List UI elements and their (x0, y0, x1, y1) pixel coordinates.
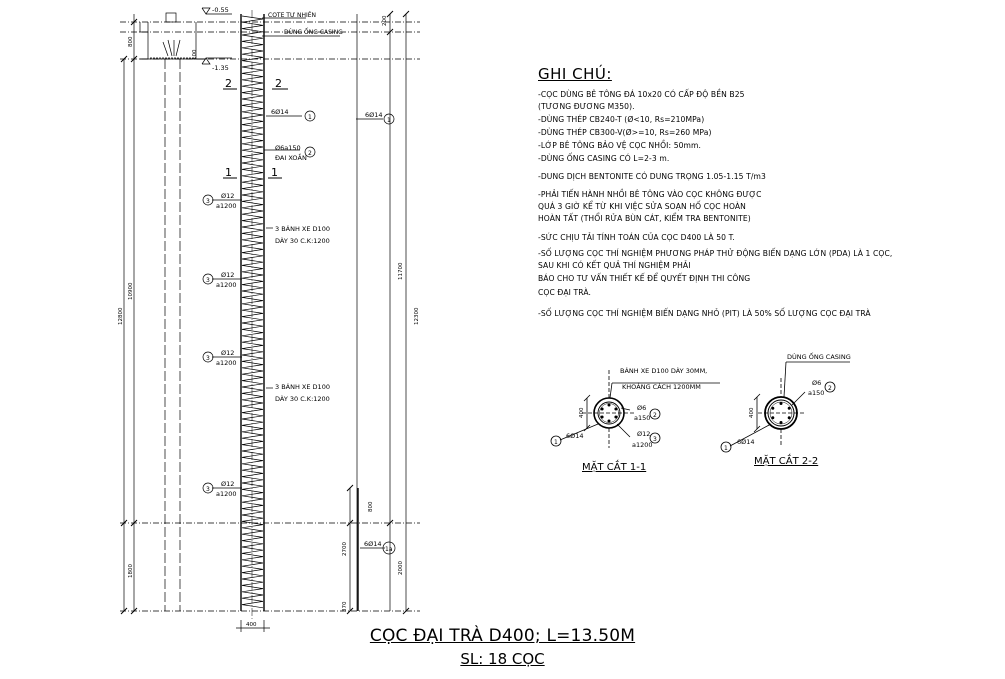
dim-1800: 1800 (128, 564, 134, 578)
level-marker-top (202, 8, 210, 14)
rebar-dot (788, 407, 791, 410)
svg-text:Ø12: Ø12 (221, 349, 235, 357)
svg-text:Ø12: Ø12 (221, 271, 235, 279)
spiral-mark: 2 (308, 150, 312, 157)
svg-text:DÀY 30 C.K:1200: DÀY 30 C.K:1200 (275, 395, 330, 403)
svg-text:2: 2 (828, 385, 832, 392)
note-line: -SỨC CHỊU TẢI TÍNH TOÁN CỦA CỌC D400 LÀ 50 T. (538, 233, 735, 242)
spiral-hoop (242, 16, 263, 608)
drawing-subtitle: SL: 18 CỌC (460, 650, 545, 668)
stirrup-callout-2 (206, 271, 237, 289)
natural-ground-label: COTE TỰ NHIÊN (268, 12, 317, 19)
svg-text:400: 400 (579, 407, 585, 418)
rebar-dot (601, 416, 604, 419)
note-line: HOÀN TẤT (THỔI RỬA BÙN CÁT, KIỂM TRA BENTONITE) (538, 214, 751, 223)
section-2-2 (721, 351, 851, 467)
outer-bar-label: 6Ø14 (365, 111, 383, 119)
svg-text:a1200: a1200 (216, 202, 237, 210)
spiral-name-label: ĐAI XOẮN (275, 154, 307, 162)
section-2-right: 2 (275, 77, 282, 90)
svg-text:DÙNG ỐNG CASING: DÙNG ỐNG CASING (787, 353, 851, 361)
rebar-dot (771, 416, 774, 419)
dim-12300: 12300 (414, 307, 420, 325)
note-line: -DÙNG THÉP CB300-V(Ø>=10, Rs=260 MPa) (538, 128, 712, 137)
svg-text:Ø12: Ø12 (637, 430, 651, 438)
section-1-left: 1 (225, 166, 232, 179)
note-line: -PHẢI TIẾN HÀNH NHỒI BÊ TÔNG VÀO CỌC KHÔNG ĐƯỢC (538, 190, 762, 199)
note-line: -LỚP BÊ TÔNG BẢO VỆ CỌC NHỒI: 50mm. (538, 141, 702, 150)
section-1-1 (551, 366, 720, 473)
note-line: CỌC ĐẠI TRÀ. (538, 288, 592, 297)
level-top-text: -0.55 (212, 6, 229, 14)
svg-text:Ø6: Ø6 (637, 404, 647, 412)
svg-text:3: 3 (206, 198, 210, 205)
svg-text:Ø6: Ø6 (812, 379, 822, 387)
svg-text:6Ø14: 6Ø14 (566, 432, 584, 440)
main-bar-label: 6Ø14 (271, 108, 289, 116)
note-line: (TƯƠNG ĐƯƠNG M350). (538, 102, 635, 111)
rebar-dot (771, 407, 774, 410)
section-1-right: 1 (271, 166, 278, 179)
svg-text:6Ø14: 6Ø14 (737, 438, 755, 446)
svg-text:3 BÁNH XE D100: 3 BÁNH XE D100 (275, 225, 330, 233)
outer-bar-mark: 1 (387, 117, 391, 124)
svg-text:Ø12: Ø12 (221, 480, 235, 488)
dim-370: 370 (342, 601, 348, 612)
note-line: QUÁ 3 GIỜ KỂ TỪ KHI VIỆC SỬA SOẠN HỐ CỌC HOÀN (538, 202, 746, 211)
dim-11700: 11700 (398, 262, 404, 280)
dim-2700: 2700 (342, 542, 348, 556)
lap-bar-mark: 1a (385, 546, 393, 553)
svg-text:3: 3 (206, 277, 210, 284)
svg-text:400: 400 (749, 407, 755, 418)
main-bar-mark: 1 (308, 114, 312, 121)
dim-width-400: 400 (246, 622, 257, 628)
svg-text:DÀY 30 C.K:1200: DÀY 30 C.K:1200 (275, 237, 330, 245)
wheel-callout-1 (275, 224, 330, 245)
casing-label: DÙNG ỐNG CASING (284, 29, 343, 36)
svg-text:BÁNH XE D100 DÀY 30MM,: BÁNH XE D100 DÀY 30MM, (620, 367, 708, 375)
section-2-left: 2 (225, 77, 232, 90)
rebar-dot (780, 402, 783, 405)
spiral-size-label: Ø6a150 (275, 144, 301, 152)
level-cap-text: -1.35 (212, 64, 229, 72)
svg-text:a1200: a1200 (632, 441, 653, 449)
svg-text:3: 3 (206, 355, 210, 362)
svg-text:a150: a150 (634, 414, 651, 422)
rebar-dot (608, 404, 611, 407)
rebar-dot (614, 408, 617, 411)
svg-text:1: 1 (554, 439, 558, 446)
lap-bar-label: 6Ø14 (364, 540, 382, 548)
dim-800: 800 (368, 501, 374, 512)
rebar-dot (608, 420, 611, 423)
dim-2000: 2000 (398, 561, 404, 575)
note-line: -DÙNG ỐNG CASING CÓ L=2-3 m. (538, 154, 670, 163)
dim-12800: 12800 (118, 307, 124, 325)
svg-text:1: 1 (724, 445, 728, 452)
svg-text:3: 3 (206, 486, 210, 493)
note-line: -DUNG DỊCH BENTONITE CÓ DUNG TRỌNG 1.05-1.15 T/m3 (538, 172, 766, 181)
wheel-callout-2 (275, 382, 330, 403)
dim-cap-100: 100 (192, 49, 198, 60)
svg-text:a1200: a1200 (216, 490, 237, 498)
rebar-dot (780, 421, 783, 424)
rebar-dot (788, 416, 791, 419)
stirrup-callout-1 (206, 192, 237, 210)
svg-text:KHOẢNG CÁCH 1200MM: KHOẢNG CÁCH 1200MM (622, 383, 701, 391)
dim-10900: 10900 (128, 282, 134, 300)
notes-title: GHI CHÚ: (538, 65, 612, 83)
section-2-2-title: MẶT CẮT 2-2 (754, 456, 819, 467)
svg-text:Ø12: Ø12 (221, 192, 235, 200)
svg-text:a1200: a1200 (216, 359, 237, 367)
svg-text:a150: a150 (808, 389, 825, 397)
note-line: SAU KHI CÓ KẾT QUẢ THÍ NGHIỆM PHẢI (538, 261, 691, 270)
note-line: -DÙNG THÉP CB240-T (Ø<10, Rs=210MPa) (538, 115, 705, 124)
svg-text:a1200: a1200 (216, 281, 237, 289)
rebar-dot (601, 408, 604, 411)
dim-cap-800: 800 (128, 36, 134, 47)
stirrup-callout-3 (206, 349, 237, 367)
note-line: -SỐ LƯỢNG CỌC THÍ NGHIỆM BIẾN DẠNG NHỎ (PIT) LÀ 50% SỐ LƯỢNG CỌC ĐẠI TRÀ (538, 309, 871, 318)
drawing-title: CỌC ĐẠI TRÀ D400; L=13.50M (369, 626, 636, 646)
note-line: -SỐ LƯỢNG CỌC THÍ NGHIỆM PHƯƠNG PHÁP THỬ ĐỘNG BIẾN DẠNG LỚN (PDA) LÀ 1 CỌC, (538, 249, 893, 258)
stirrup-callout-4 (206, 480, 237, 498)
note-line: -CỌC DÙNG BÊ TÔNG ĐÁ 10x20 CÓ CẤP ĐỘ BỀN B25 (538, 90, 745, 99)
dim-top-200: 200 (382, 15, 388, 26)
svg-text:3: 3 (653, 436, 657, 443)
note-line: BÁO CHO TƯ VẤN THIẾT KẾ ĐỂ QUYẾT ĐỊNH THI CÔNG (538, 274, 751, 283)
rebar-dot (614, 416, 617, 419)
svg-text:3 BÁNH XE D100: 3 BÁNH XE D100 (275, 383, 330, 391)
section-1-1-title: MẶT CẮT 1-1 (582, 462, 647, 473)
svg-text:2: 2 (653, 412, 657, 419)
